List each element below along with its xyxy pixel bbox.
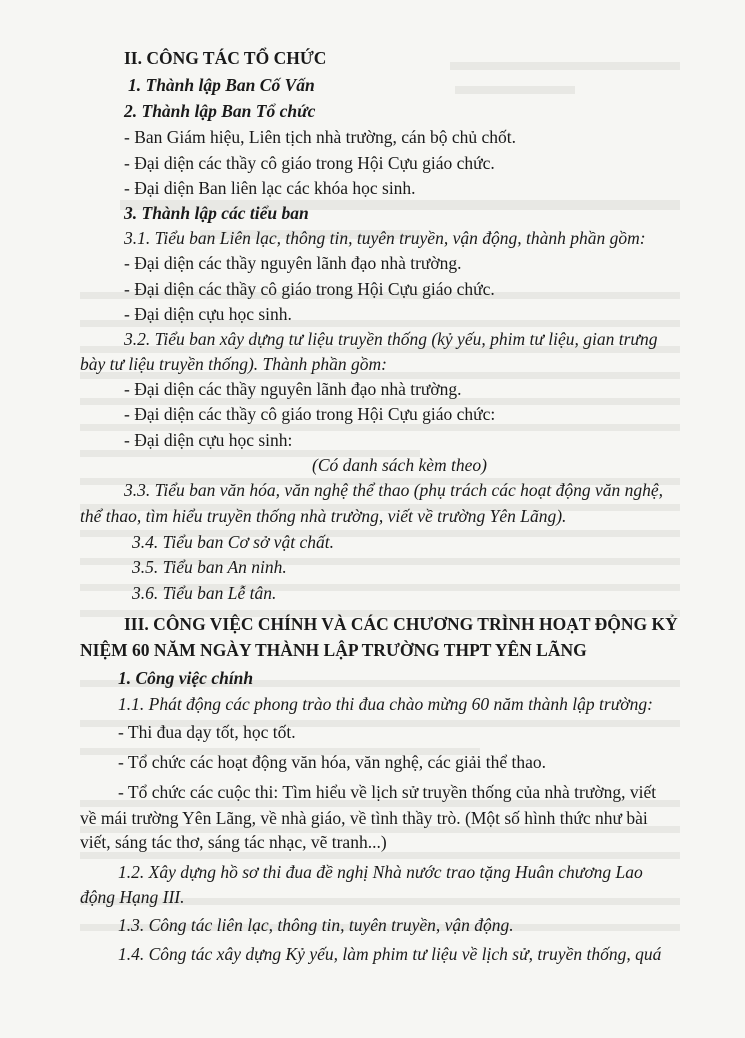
paragraph-line: thể thao, tìm hiểu truyền thống nhà trường, viết về trường Yên Lãng).	[80, 506, 567, 526]
list-item: - Đại diện Ban liên lạc các khóa học sinh.	[124, 178, 416, 198]
subheading-work: 1. Công việc chính	[118, 668, 254, 688]
list-item: - Đại diện các thầy cô giáo trong Hội Cựu giáo chức.	[124, 153, 495, 173]
paragraph-line: 3.3. Tiểu ban văn hóa, văn nghệ thể thao (phụ trách các hoạt động văn nghệ,	[124, 480, 664, 500]
list-item: - Đại diện các thầy nguyên lãnh đạo nhà trường.	[124, 379, 462, 399]
paragraph-line: 3.4. Tiểu ban Cơ sở vật chất.	[132, 532, 334, 552]
paragraph-line: 1.3. Công tác liên lạc, thông tin, tuyên truyền, vận động.	[118, 915, 514, 935]
paragraph-line: 1.4. Công tác xây dựng Kỷ yếu, làm phim tư liệu về lịch sử, truyền thống, quá	[118, 944, 662, 964]
paragraph-line: 3.6. Tiểu ban Lễ tân.	[132, 583, 277, 603]
section-heading-ii: II. CÔNG TÁC TỔ CHỨC	[124, 48, 327, 68]
section-heading-iii: III. CÔNG VIỆC CHÍNH VÀ CÁC CHƯƠNG TRÌNH HOẠT ĐỘNG KỶ	[124, 614, 678, 634]
paragraph-line: 1.1. Phát động các phong trào thi đua chào mừng 60 năm thành lập trường:	[118, 694, 653, 714]
list-item: - Đại diện các thầy nguyên lãnh đạo nhà trường.	[124, 253, 462, 273]
list-item: - Ban Giám hiệu, Liên tịch nhà trường, cán bộ chủ chốt.	[124, 127, 516, 147]
paragraph-line: về mái trường Yên Lãng, về nhà giáo, về tình thầy trò. (Một số hình thức như bài	[80, 808, 648, 828]
list-item: - Đại diện cựu học sinh:	[124, 430, 293, 450]
list-item: - Đại diện các thầy cô giáo trong Hội Cựu giáo chức.	[124, 279, 495, 299]
paragraph-line: viết, sáng tác thơ, sáng tác nhạc, vẽ tranh...)	[80, 832, 387, 852]
list-item: - Tổ chức các hoạt động văn hóa, văn nghệ, các giải thể thao.	[118, 752, 547, 772]
paragraph-line: 3.2. Tiểu ban xây dựng tư liệu truyền thống (kỷ yếu, phim tư liệu, gian trưng	[124, 329, 658, 349]
section-heading-iii-cont: NIỆM 60 NĂM NGÀY THÀNH LẬP TRƯỜNG THPT YÊN LÃNG	[80, 640, 587, 660]
paragraph-line: 3.5. Tiểu ban An ninh.	[132, 557, 287, 577]
paragraph-line: động Hạng III.	[80, 887, 185, 907]
list-item: - Đại diện cựu học sinh.	[124, 304, 292, 324]
subheading-1: 1. Thành lập Ban Cố Vấn	[128, 75, 315, 95]
paragraph-line: bày tư liệu truyền thống). Thành phần gồm:	[80, 354, 388, 374]
list-item: - Tổ chức các cuộc thi: Tìm hiểu về lịch sử truyền thống của nhà trường, viết	[118, 782, 657, 802]
list-item: - Thi đua dạy tốt, học tốt.	[118, 722, 296, 742]
subheading-2: 2. Thành lập Ban Tổ chức	[124, 101, 316, 121]
paragraph-line: 1.2. Xây dựng hồ sơ thi đua đề nghị Nhà nước trao tặng Huân chương Lao	[118, 862, 643, 882]
subheading-3: 3. Thành lập các tiểu ban	[124, 203, 309, 223]
note-attachment: (Có danh sách kèm theo)	[312, 455, 487, 475]
list-item: - Đại diện các thầy cô giáo trong Hội Cựu giáo chức:	[124, 404, 496, 424]
paragraph-line: 3.1. Tiểu ban Liên lạc, thông tin, tuyên truyền, vận động, thành phần gồm:	[124, 228, 646, 248]
